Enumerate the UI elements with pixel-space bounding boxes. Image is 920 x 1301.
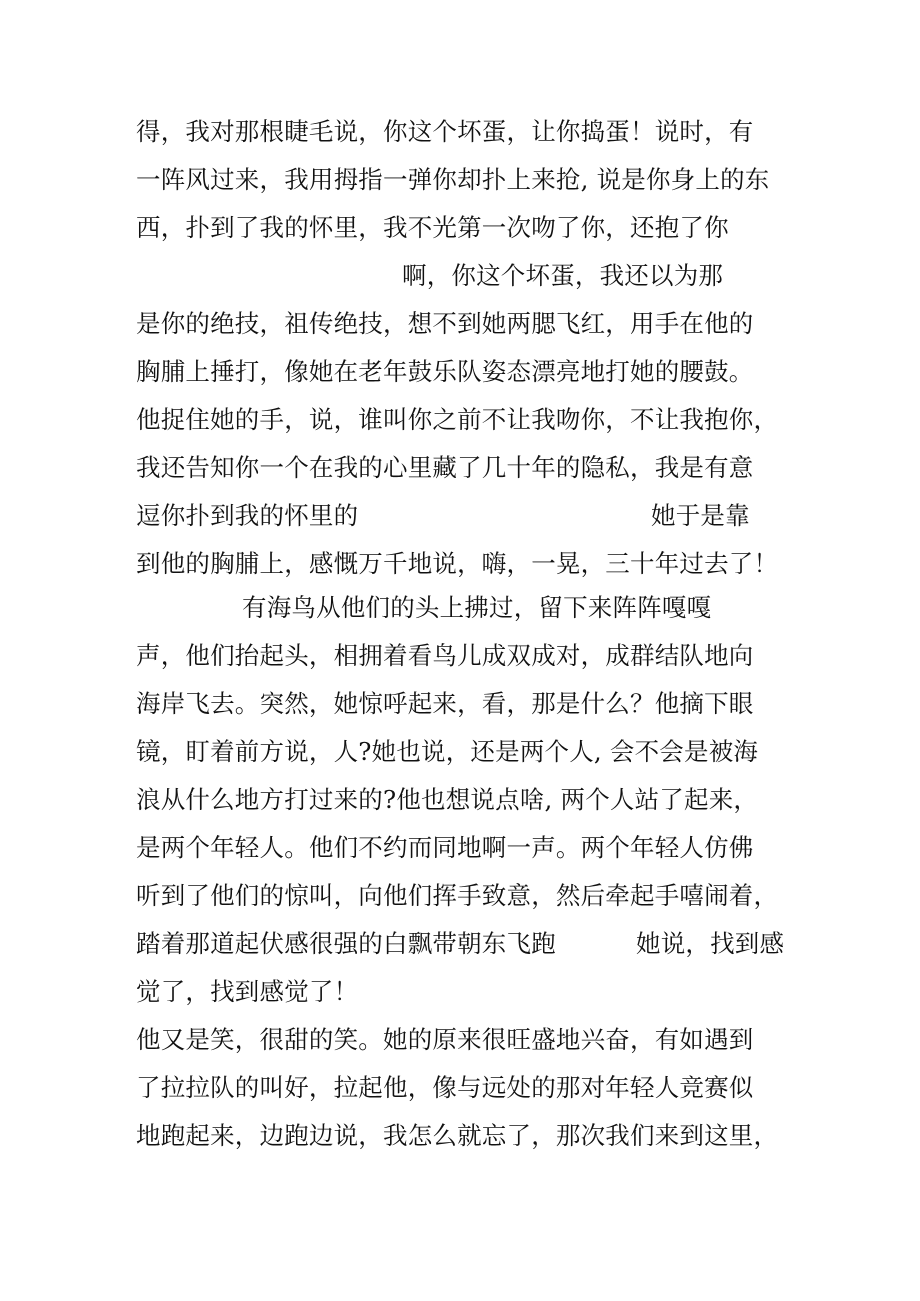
text-line: 到他的胸脯上，感慨万千地说，嗨，一晃，三十年过去了！ xyxy=(136,549,779,578)
text-line: 胸脯上捶打，像她在老年鼓乐队姿态漂亮地打她的腰鼓。 xyxy=(136,357,754,386)
text-line: 西，扑到了我的怀里，我不光第一次吻了你，还抱了你 xyxy=(136,213,729,242)
text-line: 一阵风过来，我用拇指一弹你却扑上来抢, 说是你身上的东 xyxy=(136,165,770,194)
text-line: 他捉住她的手，说，谁叫你之前不让我吻你，不让我抱你， xyxy=(136,405,779,434)
text-line: 得，我对那根睫毛说，你这个坏蛋，让你捣蛋！说时，有 xyxy=(136,117,754,146)
text-line: 我还告知你一个在我的心里藏了几十年的隐私，我是有意 xyxy=(136,453,754,482)
text-line: 地跑起来，边跑边说，我怎么就忘了，那次我们来到这里， xyxy=(136,1121,779,1150)
text-line: 浪从什么地方打过来的?他也想说点啥, 两个人站了起来， xyxy=(136,785,759,814)
text-line: 听到了他们的惊叫，向他们挥手致意，然后牵起手嘻闹着， xyxy=(136,881,779,910)
text-line: 踏着那道起伏感很强的白飘带朝东飞跑 xyxy=(136,929,556,958)
text-line: 了拉拉队的叫好，拉起他，像与远处的那对年轻人竞赛似 xyxy=(136,1073,754,1102)
text-line: 她于是靠 xyxy=(651,501,750,530)
text-line: 声，他们抬起头，相拥着看鸟儿成双成对，成群结队地向 xyxy=(136,641,754,670)
text-line: 啊，你这个坏蛋，我还以为那 xyxy=(402,261,724,290)
text-line: 是你的绝技，祖传绝技，想不到她两腮飞红，用手在他的 xyxy=(136,309,754,338)
text-line: 逗你扑到我的怀里的 xyxy=(136,501,359,530)
text-line: 有海鸟从他们的头上拂过，留下来阵阵嘎嘎 xyxy=(242,593,712,622)
text-line: 海岸飞去。突然，她惊呼起来，看，那是什么？他摘下眼 xyxy=(136,689,754,718)
text-line: 觉了，找到感觉了！ xyxy=(136,977,359,1006)
text-line: 是两个年轻人。他们不约而同地啊一声。两个年轻人仿佛 xyxy=(136,833,754,862)
text-line: 他又是笑，很甜的笑。她的原来很旺盛地兴奋，有如遇到 xyxy=(136,1025,754,1054)
text-line: 镜，盯着前方说，人?她也说，还是两个人, 会不会是被海 xyxy=(136,737,759,766)
text-line: 她说，找到感 xyxy=(636,929,785,958)
